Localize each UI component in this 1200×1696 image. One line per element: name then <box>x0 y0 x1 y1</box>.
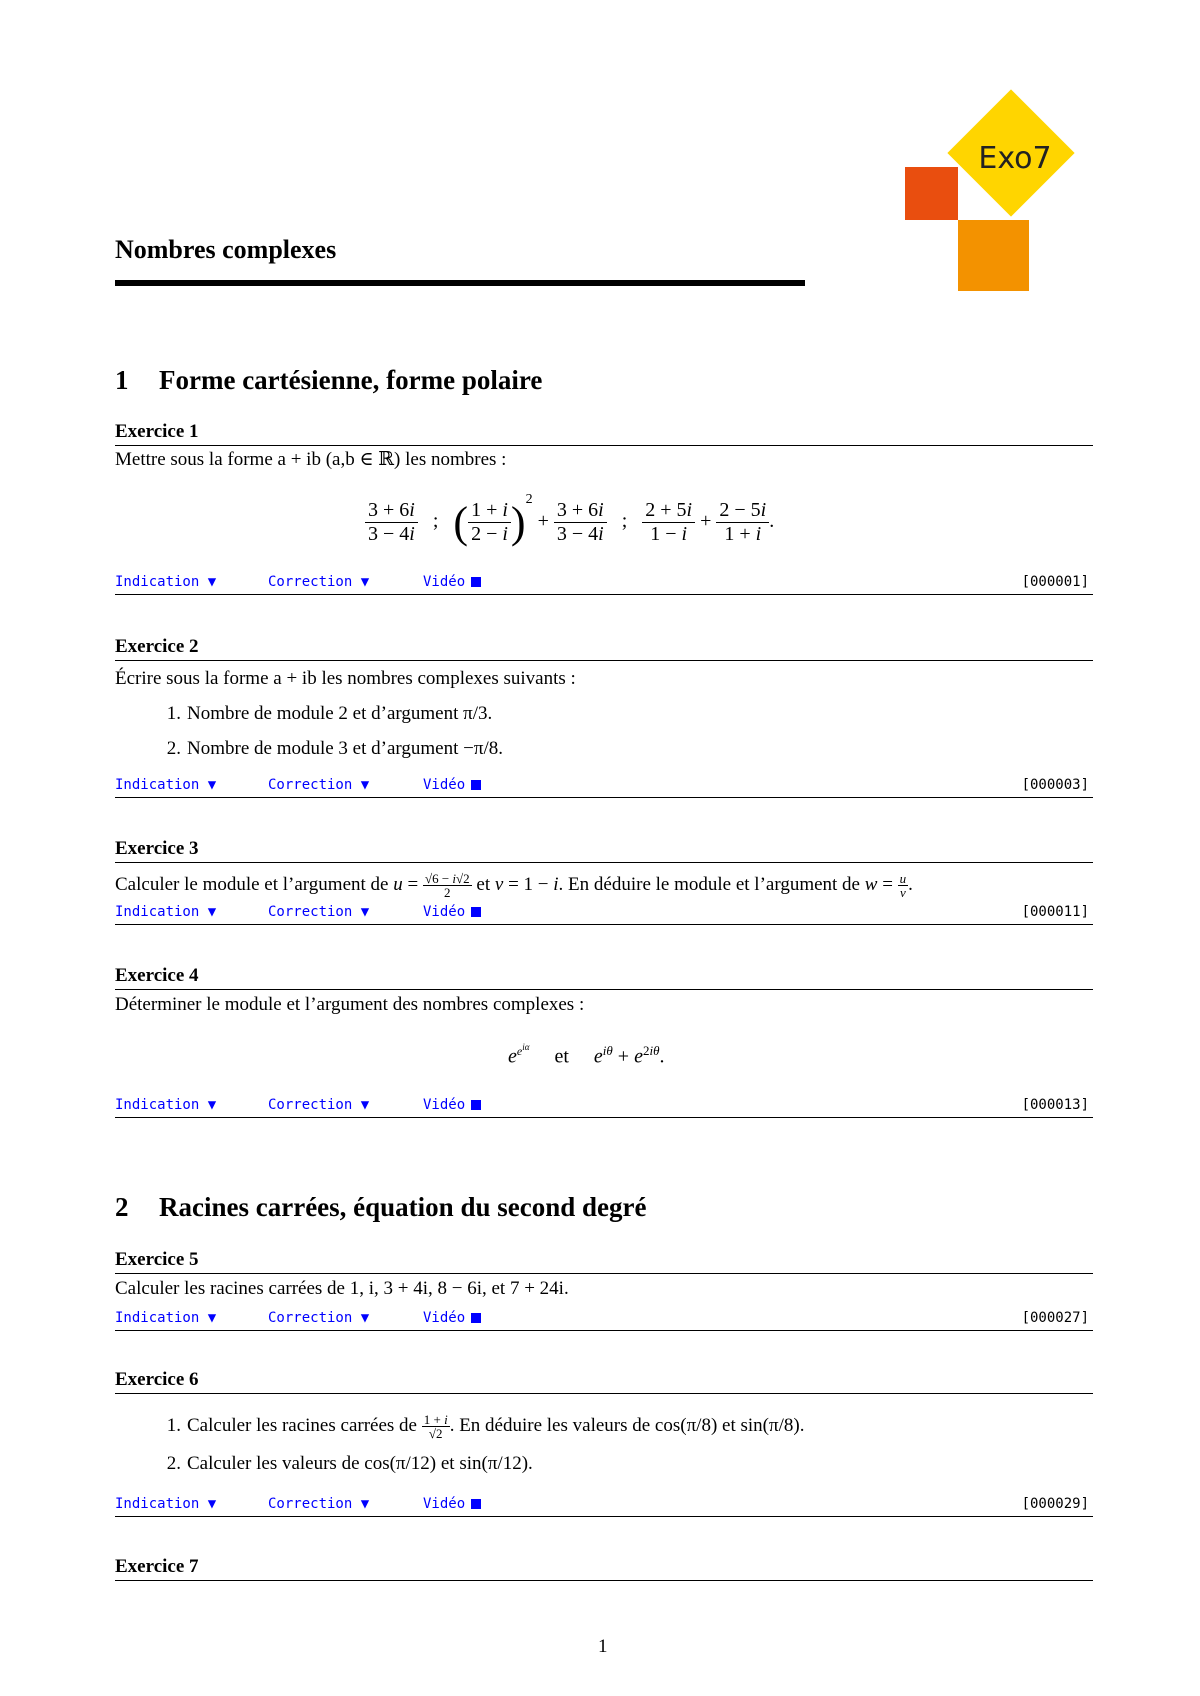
exercise-3-links <box>115 902 1093 925</box>
correction-link[interactable]: Correction ▼ <box>268 904 370 920</box>
video-link[interactable] <box>423 1097 481 1113</box>
exercise-5-title: Exercice 5 <box>115 1248 1093 1274</box>
exercise-2-statement: Écrire sous la forme a + ib les nombres complexes suivants : <box>115 668 576 689</box>
section-title: Racines carrées, équation du second degré <box>159 1192 647 1222</box>
video-link-label: Vidéo <box>423 1097 466 1113</box>
section-2-heading <box>115 1192 646 1223</box>
video-link-label: Vidéo <box>423 574 466 590</box>
exercise-6-item-1: 1. Calculer les racines carrées de $\frac{1 + i}{√2}$ . En déduire les valeurs de cos(π/8) et sin(π/8). <box>155 1413 804 1440</box>
item-text: Calculer les valeurs de cos(π/12) et sin(π/12). <box>187 1453 533 1474</box>
video-link-label: Vidéo <box>423 1496 466 1512</box>
video-link[interactable] <box>423 1496 481 1512</box>
correction-link[interactable]: Correction ▼ <box>268 1310 370 1326</box>
exercise-5-links <box>115 1308 1093 1331</box>
exercise-reference: [000003] <box>1021 777 1089 793</box>
video-link-label: Vidéo <box>423 904 466 920</box>
exercise-reference: [000029] <box>1021 1496 1089 1512</box>
exercise-2-item-1 <box>155 702 492 726</box>
correction-link[interactable]: Correction ▼ <box>268 574 370 590</box>
exercise-1-title: Exercice 1 <box>115 420 1093 446</box>
exercise-4-title: Exercice 4 <box>115 964 1093 990</box>
section-number: 2 <box>115 1192 129 1222</box>
exercise-1-links <box>115 572 1093 595</box>
indication-link[interactable]: Indication ▼ <box>115 1310 217 1326</box>
video-square-icon <box>471 907 481 917</box>
indication-link[interactable]: Indication ▼ <box>115 777 217 793</box>
logo-orange-square <box>958 220 1029 291</box>
exercise-reference: [000001] <box>1021 574 1089 590</box>
section-number: 1 <box>115 365 129 395</box>
page-number: 1 <box>598 1636 608 1657</box>
video-square-icon <box>471 577 481 587</box>
video-link[interactable] <box>423 574 481 590</box>
video-square-icon <box>471 1313 481 1323</box>
video-link[interactable] <box>423 1310 481 1326</box>
video-square-icon <box>471 1100 481 1110</box>
exercise-reference: [000011] <box>1021 904 1089 920</box>
video-link[interactable] <box>423 904 481 920</box>
video-link[interactable] <box>423 777 481 793</box>
exercise-7-title: Exercice 7 <box>115 1555 1093 1581</box>
title-rule <box>115 280 805 286</box>
item-number: 2. <box>166 1453 181 1474</box>
document-title: Nombres complexes <box>115 235 337 264</box>
exercise-2-title: Exercice 2 <box>115 635 1093 661</box>
exercise-6-title: Exercice 6 <box>115 1368 1093 1394</box>
item-number: 1. <box>166 1414 181 1436</box>
correction-link[interactable]: Correction ▼ <box>268 1097 370 1113</box>
exercise-reference: [000013] <box>1021 1097 1089 1113</box>
exercise-1-formula: $\frac{3 + 6i}{3 - 4i}$ ; ( $\frac{1 + i}{2 - i}$ )$^2$ + $\frac{3 + 6i}{3 - 4i}$ ; $\frac{2 + 5i}{1 - i}$ + $\frac{2 - 5i}{1 + i}$ . <box>365 492 774 548</box>
item-text: Nombre de module 2 et d’argument π/3. <box>187 703 493 724</box>
item-text: Nombre de module 3 et d’argument −π/8. <box>187 738 503 759</box>
logo-red-square <box>905 167 958 220</box>
section-title: Forme cartésienne, forme polaire <box>159 365 543 395</box>
exercise-3-title: Exercice 3 <box>115 837 1093 863</box>
exercise-6-links <box>115 1494 1093 1517</box>
exercise-3-statement: Calculer le module et l’argument de u = $\frac{√6 - i√2}{2}$ et v = 1 − i. En déduire le module et l’argument de w = $\frac{u}{v}$ . <box>115 871 913 900</box>
logo-text: Exo7 <box>978 141 1052 176</box>
exercise-2-links <box>115 775 1093 798</box>
video-link-label: Vidéo <box>423 1310 466 1326</box>
exercise-6-item-2 <box>155 1452 533 1476</box>
video-square-icon <box>471 1499 481 1509</box>
indication-link[interactable]: Indication ▼ <box>115 904 217 920</box>
video-link-label: Vidéo <box>423 777 466 793</box>
correction-link[interactable]: Correction ▼ <box>268 1496 370 1512</box>
exercise-2-item-2 <box>155 737 503 761</box>
exo7-logo <box>905 95 1075 295</box>
exercise-1-statement: Mettre sous la forme a + ib (a,b ∈ ℝ) les nombres : <box>115 449 507 470</box>
exercise-4-statement: Déterminer le module et l’argument des nombres complexes : <box>115 994 585 1015</box>
item-number: 1. <box>166 703 181 724</box>
exercise-4-formula: $e^{e^{i\alpha}}$ et $e^{i\theta} + e^{2i\theta}$. <box>508 1042 665 1068</box>
indication-link[interactable]: Indication ▼ <box>115 1097 217 1113</box>
section-1-heading <box>115 365 542 396</box>
exercise-5-statement: Calculer les racines carrées de 1, i, 3 + 4i, 8 − 6i, et 7 + 24i. <box>115 1278 569 1299</box>
correction-link[interactable]: Correction ▼ <box>268 777 370 793</box>
indication-link[interactable]: Indication ▼ <box>115 1496 217 1512</box>
exercise-reference: [000027] <box>1021 1310 1089 1326</box>
item-number: 2. <box>166 738 181 759</box>
video-square-icon <box>471 780 481 790</box>
exercise-4-links <box>115 1095 1093 1118</box>
indication-link[interactable]: Indication ▼ <box>115 574 217 590</box>
